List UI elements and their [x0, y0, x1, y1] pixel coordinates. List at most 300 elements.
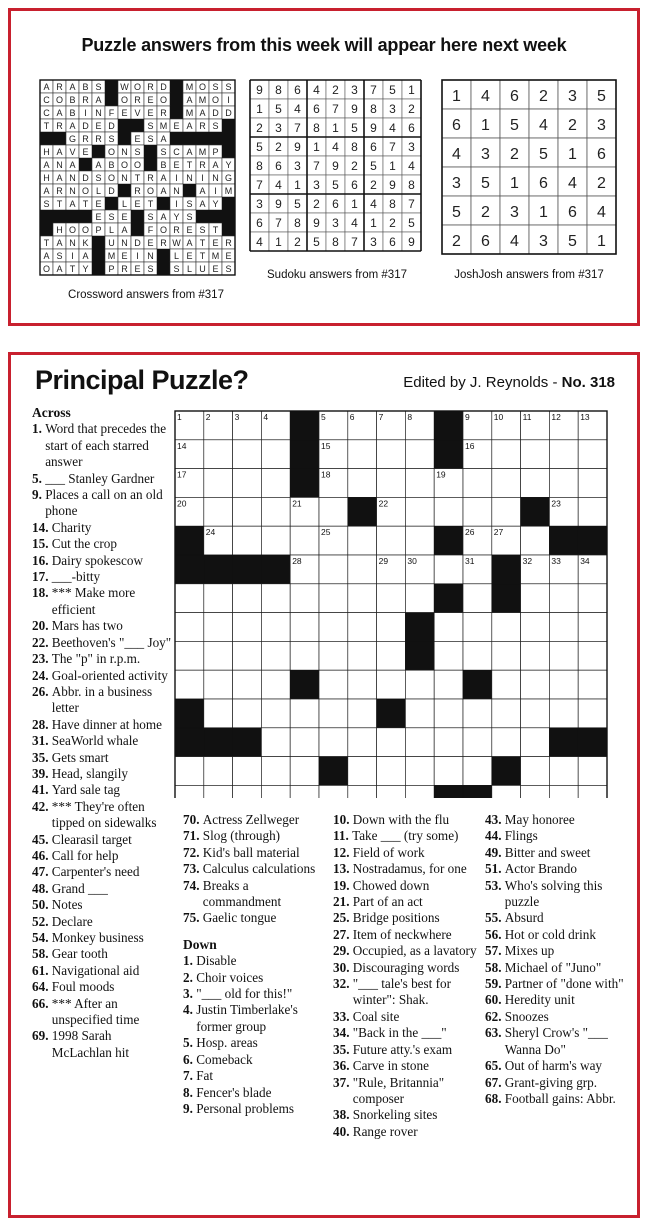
clue-text: Goal-oriented activity: [51, 667, 168, 683]
grid-cell[interactable]: [434, 497, 463, 526]
cell-number: 29: [378, 556, 389, 566]
grid-cell[interactable]: [521, 469, 550, 498]
grid-cell[interactable]: [233, 785, 262, 798]
clue-item: [485, 845, 627, 861]
grid-cell[interactable]: [492, 785, 521, 798]
grid-cell[interactable]: [204, 613, 233, 642]
answer-block-cell: [105, 80, 118, 93]
joshjosh-digit: 2: [539, 88, 548, 105]
grid-cell[interactable]: [405, 728, 434, 757]
grid-cell[interactable]: [434, 699, 463, 728]
grid-cell[interactable]: [578, 785, 607, 798]
clue-number: 70.: [183, 812, 203, 827]
grid-cell[interactable]: [290, 526, 319, 555]
grid-cell[interactable]: [549, 469, 578, 498]
clue-number: 48.: [32, 880, 52, 896]
clue-text: Choir voices: [196, 969, 264, 985]
clue-text: Disable: [196, 953, 237, 969]
grid-cell[interactable]: [233, 526, 262, 555]
answer-block-cell: [222, 223, 235, 236]
sudoku-digit: 4: [351, 216, 358, 230]
grid-cell[interactable]: [261, 469, 290, 498]
grid-cell[interactable]: [405, 497, 434, 526]
grid-cell[interactable]: [434, 728, 463, 757]
clue-item: [485, 927, 627, 943]
clue-item: [485, 1025, 627, 1058]
grid-cell[interactable]: [405, 526, 434, 555]
grid-cell[interactable]: [348, 699, 377, 728]
grid-cell[interactable]: [405, 785, 434, 798]
grid-cell[interactable]: [348, 555, 377, 584]
clue-number: 1.: [183, 953, 197, 969]
cell-number: 10: [493, 412, 504, 422]
answer-letter: Y: [173, 211, 180, 222]
answer-letter: W: [172, 237, 181, 248]
grid-cell[interactable]: [175, 785, 204, 798]
answer-letter: O: [81, 185, 90, 196]
answer-block-cell: [170, 93, 183, 106]
grid-cell[interactable]: [463, 613, 492, 642]
grid-cell[interactable]: [175, 584, 204, 613]
grid-cell[interactable]: [463, 641, 492, 670]
answer-letter: N: [69, 172, 76, 183]
grid-cell[interactable]: [204, 785, 233, 798]
grid-cell[interactable]: [377, 670, 406, 699]
sudoku-digit: 3: [275, 121, 282, 135]
clue-text: Part of an act: [352, 894, 423, 910]
grid-cell[interactable]: [377, 757, 406, 786]
cell-number: 15: [321, 440, 331, 451]
grid-cell[interactable]: [348, 785, 377, 798]
answer-letter: S: [160, 146, 167, 157]
answer-letter: M: [224, 185, 233, 196]
grid-cell[interactable]: [348, 757, 377, 786]
cell-number: 7: [378, 412, 384, 422]
grid-cell[interactable]: [521, 584, 550, 613]
grid-cell[interactable]: [204, 670, 233, 699]
answer-letter: H: [43, 172, 50, 183]
clue-item: [485, 828, 627, 844]
grid-cell[interactable]: [521, 699, 550, 728]
sudoku-digit: 4: [294, 102, 301, 116]
clue-item: [485, 812, 627, 828]
sudoku-digit: 7: [389, 140, 396, 154]
clue-text: Fencer's blade: [196, 1084, 272, 1100]
grid-cell[interactable]: [377, 526, 406, 555]
answer-letter: D: [82, 120, 89, 131]
answer-letter: S: [212, 81, 219, 92]
answer-letter: I: [201, 172, 204, 183]
block-cell: [492, 555, 521, 584]
grid-cell[interactable]: [463, 584, 492, 613]
answer-letter: S: [212, 120, 219, 131]
grid-cell[interactable]: [492, 469, 521, 498]
grid-cell[interactable]: [578, 699, 607, 728]
grid-cell[interactable]: [463, 699, 492, 728]
grid-cell[interactable]: [233, 699, 262, 728]
clue-text: Navigational aid: [51, 962, 140, 978]
grid-cell[interactable]: [521, 440, 550, 469]
grid-cell[interactable]: [578, 497, 607, 526]
grid-cell[interactable]: [348, 584, 377, 613]
answer-letter: O: [42, 263, 51, 274]
clue-number: 58.: [32, 946, 52, 962]
grid-cell[interactable]: [290, 584, 319, 613]
grid-cell[interactable]: [377, 728, 406, 757]
joshjosh-digit: 2: [481, 204, 490, 221]
answer-block-cell: [170, 106, 183, 119]
grid-cell[interactable]: [233, 757, 262, 786]
sudoku-digit: 3: [389, 102, 396, 116]
clue-text: Cut the crop: [51, 536, 117, 552]
grid-cell[interactable]: [578, 670, 607, 699]
grid-cell[interactable]: [261, 497, 290, 526]
grid-cell[interactable]: [578, 440, 607, 469]
joshjosh-digit: 5: [568, 233, 577, 250]
grid-cell[interactable]: [405, 757, 434, 786]
grid-cell[interactable]: [521, 785, 550, 798]
answer-block-cell: [118, 119, 131, 132]
grid-cell[interactable]: [549, 785, 578, 798]
grid-cell[interactable]: [578, 584, 607, 613]
grid-cell[interactable]: [261, 641, 290, 670]
clue-number: 43.: [485, 812, 505, 827]
grid-cell[interactable]: [175, 670, 204, 699]
clue-text: *** They're often tipped on sidewalks: [51, 798, 157, 831]
grid-cell[interactable]: [492, 728, 521, 757]
grid-cell[interactable]: [463, 469, 492, 498]
joshjosh-digit: 1: [568, 146, 577, 163]
grid-cell[interactable]: [175, 641, 204, 670]
sudoku-digit: 2: [351, 159, 358, 173]
editor-credit: Edited by J. Reynolds -: [403, 374, 562, 391]
answer-letter: Y: [82, 263, 89, 274]
grid-cell[interactable]: [348, 613, 377, 642]
clue-item: [333, 845, 485, 861]
grid-cell[interactable]: [319, 584, 348, 613]
grid-cell[interactable]: [233, 641, 262, 670]
cell-number: 8: [407, 412, 413, 422]
answer-letter: A: [186, 146, 193, 157]
grid-cell[interactable]: [204, 497, 233, 526]
grid-cell[interactable]: [377, 785, 406, 798]
sudoku-digit: 8: [294, 216, 301, 230]
clue-item: [183, 845, 329, 861]
grid-cell[interactable]: [405, 584, 434, 613]
clue-number: 27.: [333, 926, 353, 942]
sudoku-digit: 6: [370, 140, 377, 154]
answer-letter: A: [95, 94, 102, 105]
block-cell: [175, 526, 204, 555]
cell-number: 22: [378, 498, 389, 509]
grid-cell[interactable]: [521, 670, 550, 699]
clue-number: 38.: [333, 1107, 353, 1123]
clue-text: Places a call on an old phone: [45, 487, 163, 519]
answer-letter: L: [95, 185, 102, 196]
answer-letter: R: [82, 133, 89, 144]
clue-number: 72.: [183, 844, 203, 860]
grid-cell[interactable]: [319, 785, 348, 798]
clue-text: Field of work: [352, 844, 425, 860]
clue-text: Occupied, as a lavatory: [352, 943, 477, 959]
answer-letter: E: [95, 120, 102, 131]
grid-cell[interactable]: [492, 670, 521, 699]
grid-cell[interactable]: [434, 555, 463, 584]
grid-cell[interactable]: [261, 699, 290, 728]
grid-cell[interactable]: [319, 728, 348, 757]
grid-cell[interactable]: [290, 699, 319, 728]
clue-number: 45.: [32, 831, 52, 847]
clue-item: [183, 878, 329, 911]
grid-cell[interactable]: [290, 641, 319, 670]
clue-number: 56.: [485, 926, 505, 942]
grid-cell[interactable]: [204, 757, 233, 786]
block-cell: [290, 411, 319, 440]
clue-text: Slog (through): [202, 828, 281, 844]
clue-text: Mars has two: [51, 618, 123, 634]
grid-cell[interactable]: [348, 469, 377, 498]
grid-cell[interactable]: [261, 670, 290, 699]
answer-letter: A: [43, 159, 50, 170]
grid-cell[interactable]: [434, 670, 463, 699]
answer-letter: E: [147, 107, 154, 118]
answer-letter: A: [186, 94, 193, 105]
grid-cell[interactable]: [261, 785, 290, 798]
grid-cell[interactable]: [549, 699, 578, 728]
clues-column-2: [183, 812, 329, 1117]
cell-number: 9: [465, 412, 470, 422]
answer-letter: S: [173, 263, 180, 274]
grid-cell[interactable]: [434, 613, 463, 642]
sudoku-answers-grid: [249, 79, 425, 269]
answer-letter: B: [69, 94, 76, 105]
answer-letter: P: [212, 146, 219, 157]
grid-cell[interactable]: [175, 757, 204, 786]
grid-cell[interactable]: [261, 440, 290, 469]
answer-letter: K: [82, 237, 89, 248]
sudoku-digit: 7: [351, 235, 358, 249]
grid-cell[interactable]: [233, 497, 262, 526]
grid-cell[interactable]: [348, 670, 377, 699]
answer-letter: C: [173, 146, 180, 157]
clue-text: Comeback: [196, 1051, 253, 1067]
grid-cell[interactable]: [492, 440, 521, 469]
grid-cell[interactable]: [549, 670, 578, 699]
sudoku-digit: 6: [389, 235, 396, 249]
answer-block-cell: [157, 262, 170, 275]
answer-letter: E: [134, 198, 141, 209]
block-cell: [290, 469, 319, 498]
grid-cell[interactable]: [319, 497, 348, 526]
clue-item: [183, 828, 329, 844]
sudoku-digit: 5: [294, 197, 301, 211]
grid-cell[interactable]: [492, 497, 521, 526]
grid-cell[interactable]: [377, 469, 406, 498]
grid-cell[interactable]: [578, 469, 607, 498]
sudoku-digit: 8: [370, 102, 377, 116]
grid-cell[interactable]: [204, 641, 233, 670]
grid-cell[interactable]: [261, 757, 290, 786]
grid-cell[interactable]: [348, 641, 377, 670]
answer-letter: O: [159, 94, 168, 105]
grid-cell[interactable]: [348, 526, 377, 555]
grid-cell[interactable]: [492, 641, 521, 670]
grid-cell[interactable]: [233, 440, 262, 469]
grid-cell[interactable]: [233, 613, 262, 642]
grid-cell[interactable]: [578, 613, 607, 642]
grid-cell[interactable]: [204, 440, 233, 469]
joshjosh-digit: 1: [481, 117, 490, 134]
answer-letter: D: [134, 237, 141, 248]
grid-cell[interactable]: [319, 699, 348, 728]
grid-cell[interactable]: [319, 555, 348, 584]
grid-cell[interactable]: [233, 469, 262, 498]
grid-cell[interactable]: [348, 728, 377, 757]
grid-cell[interactable]: [578, 757, 607, 786]
grid-cell[interactable]: [405, 670, 434, 699]
sudoku-digit: 9: [351, 102, 358, 116]
clue-number: 2.: [183, 969, 197, 985]
grid-cell[interactable]: [492, 699, 521, 728]
grid-cell[interactable]: [549, 757, 578, 786]
grid-cell[interactable]: [434, 757, 463, 786]
answer-letter: R: [147, 81, 154, 92]
sudoku-digit: 5: [370, 159, 377, 173]
grid-cell[interactable]: [521, 526, 550, 555]
clue-number: 52.: [32, 913, 52, 929]
clue-number: 17.: [32, 569, 52, 585]
answer-block-cell: [79, 158, 92, 171]
grid-cell[interactable]: [204, 469, 233, 498]
grid-cell[interactable]: [405, 699, 434, 728]
grid-cell[interactable]: [521, 613, 550, 642]
answer-letter: C: [43, 107, 50, 118]
grid-cell[interactable]: [434, 641, 463, 670]
grid-cell[interactable]: [521, 728, 550, 757]
grid-cell[interactable]: [204, 699, 233, 728]
grid-cell[interactable]: [463, 757, 492, 786]
grid-cell[interactable]: [463, 728, 492, 757]
block-cell: [233, 555, 262, 584]
grid-cell[interactable]: [377, 613, 406, 642]
grid-cell[interactable]: [377, 584, 406, 613]
sudoku-digit: 6: [408, 121, 415, 135]
clue-text: Flings: [504, 828, 538, 844]
clue-text: Word that precedes the start of each starred answer: [45, 421, 167, 470]
clue-number: 31.: [32, 733, 52, 749]
clue-item: [333, 976, 485, 1009]
grid-cell[interactable]: [521, 757, 550, 786]
clue-number: 54.: [32, 930, 52, 945]
grid-cell[interactable]: [290, 785, 319, 798]
clue-item: [32, 963, 172, 979]
cell-number: 28: [292, 556, 302, 566]
answer-letter: E: [134, 133, 141, 144]
grid-cell[interactable]: [290, 757, 319, 786]
sudoku-digit: 8: [256, 159, 263, 173]
clue-item: [32, 618, 172, 634]
joshjosh-digit: 4: [452, 146, 461, 163]
grid-cell[interactable]: [261, 526, 290, 555]
grid-cell[interactable]: [377, 440, 406, 469]
sudoku-digit: 9: [313, 216, 320, 230]
sudoku-digit: 6: [332, 197, 339, 211]
grid-cell[interactable]: [290, 728, 319, 757]
grid-cell[interactable]: [261, 613, 290, 642]
answer-letter: O: [55, 94, 64, 105]
sudoku-digit: 3: [332, 216, 339, 230]
sudoku-digit: 4: [313, 83, 320, 97]
sudoku-digit: 1: [332, 121, 339, 135]
grid-cell[interactable]: [261, 584, 290, 613]
grid-cell[interactable]: [578, 641, 607, 670]
grid-cell[interactable]: [319, 613, 348, 642]
answer-letter: R: [147, 172, 154, 183]
answer-letter: T: [43, 120, 50, 131]
clue-number: 39.: [32, 765, 52, 781]
clue-text: Snorkeling sites: [352, 1107, 438, 1123]
grid-cell[interactable]: [261, 728, 290, 757]
grid-cell[interactable]: [521, 641, 550, 670]
answer-letter: O: [81, 224, 90, 235]
block-cell: [204, 728, 233, 757]
grid-cell[interactable]: [233, 670, 262, 699]
block-cell: [463, 670, 492, 699]
clue-item: [333, 828, 485, 844]
joshjosh-digit: 4: [539, 117, 548, 134]
clue-text: May honoree: [504, 812, 575, 827]
across-clues-column: [32, 405, 172, 1061]
cell-number: 26: [465, 527, 475, 538]
grid-cell[interactable]: [405, 440, 434, 469]
grid-cell[interactable]: [549, 641, 578, 670]
grid-cell[interactable]: [290, 613, 319, 642]
grid-cell[interactable]: [175, 613, 204, 642]
joshjosh-digit: 1: [452, 88, 461, 105]
grid-cell[interactable]: [549, 613, 578, 642]
grid-cell[interactable]: [463, 497, 492, 526]
answers-banner: Puzzle answers from this week will appear here next week: [81, 35, 567, 55]
answer-letter: R: [199, 120, 206, 131]
clue-number: 68.: [485, 1090, 505, 1106]
joshjosh-digit: 2: [510, 146, 519, 163]
clue-item: [485, 1058, 627, 1074]
grid-cell[interactable]: [549, 584, 578, 613]
grid-cell[interactable]: [549, 440, 578, 469]
grid-cell[interactable]: [348, 440, 377, 469]
clue-item: [32, 684, 172, 717]
clue-text: Partner of "done with": [504, 976, 624, 992]
grid-cell[interactable]: [204, 584, 233, 613]
clue-item: [32, 569, 172, 585]
cell-number: 24: [205, 527, 216, 538]
answer-block-cell: [92, 249, 105, 262]
grid-cell[interactable]: [233, 584, 262, 613]
clue-text: Chowed down: [352, 877, 430, 893]
answer-letter: A: [212, 159, 219, 170]
clue-item: [183, 1035, 329, 1051]
grid-cell[interactable]: [377, 641, 406, 670]
clue-item: [485, 976, 627, 992]
sudoku-digit: 5: [389, 83, 396, 97]
answer-letter: O: [198, 81, 207, 92]
grid-cell[interactable]: [319, 670, 348, 699]
clue-item: [32, 1028, 172, 1061]
grid-cell[interactable]: [319, 641, 348, 670]
grid-cell[interactable]: [492, 613, 521, 642]
grid-cell[interactable]: [405, 469, 434, 498]
answer-letter: S: [95, 81, 102, 92]
